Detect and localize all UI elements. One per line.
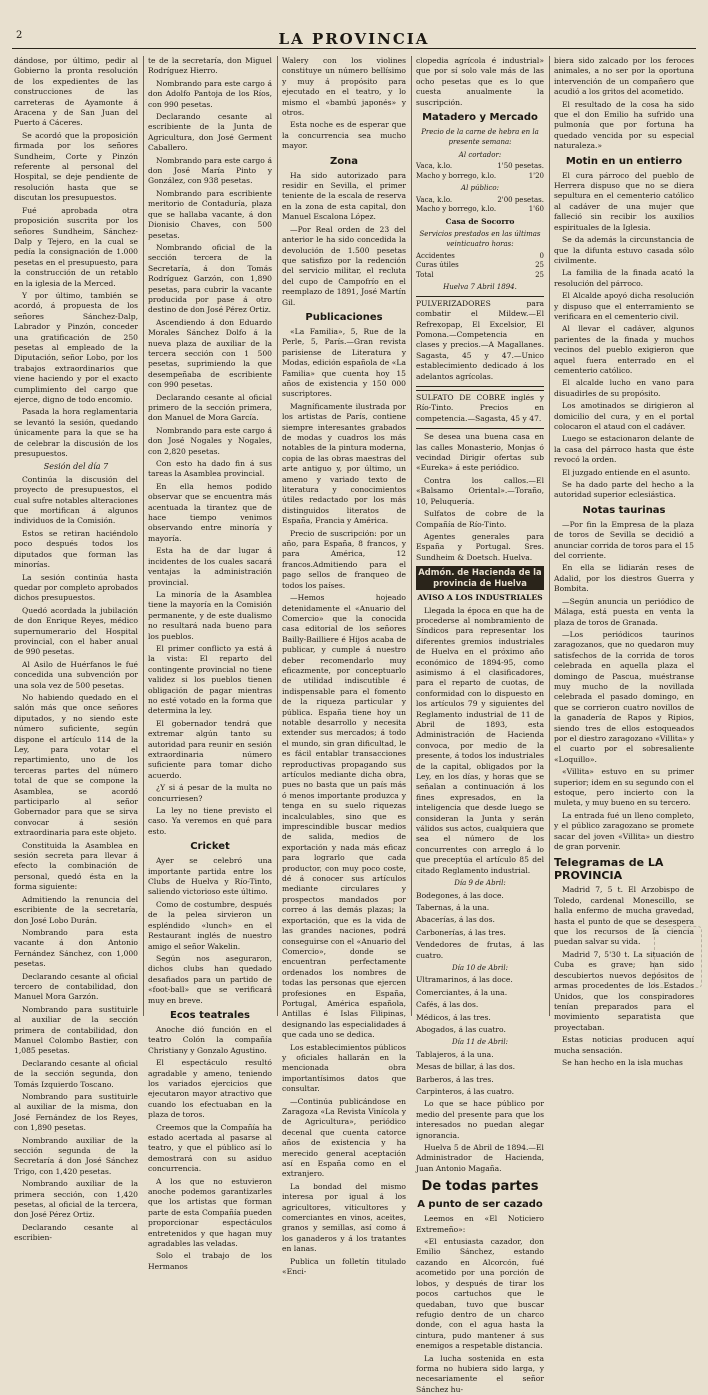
socorro-label: Curas útiles [416, 261, 459, 270]
paragraph: Continúa la discusión del proyecto de presupuestos, el cual sufre notables alteraciones que mortifican á algunos individuos de la Comisión. [14, 474, 138, 526]
paragraph: A los que no estuvieron anoche podemos garantizarles que los artistas que forman parte de esta Compañía pueden proporcionar espectáculos entretenidos y que hagan muy agradables las veladas. [148, 1176, 272, 1249]
section-title-notas-taurinas: Notas taurinas [582, 504, 666, 516]
section-title-zona: Zona [330, 155, 358, 167]
paragraph: Madrid 7, 5'30 t. La situación de Cuba es grave; han sido descubiertos nuevos depósitos de armas procedentes de los Estados Unidos, que los conspiradores tenían preparados para el movimiento separatista que proyectaban. [554, 949, 694, 1032]
paragraph: Al Asilo de Huérfanos le fué concedida una subvención por una sola vez de 500 pesetas. [14, 659, 138, 690]
paragraph: La bondad del mismo interesa por igual á los agricultores, viticultores y comerciantes en vinos, aceites, granos y semillas, así como á los ganaderos y á los tratantes en lanas. [282, 1181, 406, 1254]
paragraph: te de la secretaría, don Miguel Rodríguez Hierro. [148, 56, 272, 76]
schedule-line: Abogados, á las cuatro. [416, 1024, 506, 1034]
paragraph: Esta noche es de esperar que la concurrencia sea mucho mayor. [282, 120, 406, 151]
day-heading: Día 11 de Abril: [452, 1038, 508, 1047]
paragraph: Walery con los violines constituye un número bellísimo y muy á propósito para ejecutado en el teatro, y lo mismo el «bambú japonés» y otros. [282, 56, 406, 118]
section-title: Sesión del día 7 [43, 462, 109, 472]
price-table-cortador [416, 162, 544, 181]
paragraph: Nombrando para este cargo á don José María Pinto y González, con 938 pesetas. [148, 155, 272, 186]
paragraph: Magníficamente ilustrada por los artistas de París, contiene siempre interesantes grabados de modas y cuadros los más notables de la pintura moderna, copia de las obras maestras del arte antiguo y, por último, un ameno y variado texto de literatura y conocimientos útiles redactado por los más distinguidos literatos de España, Francia y América. [282, 401, 406, 526]
paragraph: La sesión continúa hasta quedar por completo aprobados dichos presupuestos. [14, 572, 138, 603]
paragraph: «El entusiasta cazador, don Emilio Sánchez, estando cazando en Alcorcón, fué acometido por una porción de lobos, y después de tirar los pocos cartuchos que le quedaban, tuvo que buscar refugio dentro de un charco donde, con el agua hasta la cintura, pudo mantener á sus enemigos a respetable distancia. [416, 1237, 544, 1351]
dateline: Huelva 7 Abril 1894. [443, 283, 517, 292]
schedule-line: Abacerías, á las dos. [416, 915, 495, 925]
section-title-de-todas-partes: De todas partes [421, 1179, 539, 1195]
paragraph: La entrada fué un lleno completo, y el público zaragozano se promete sacar del joven «Villita» un diestro de gran porvenir. [554, 810, 694, 852]
paragraph: Se han hecho en la isla muchas [562, 1057, 683, 1067]
column-3 [282, 56, 406, 1277]
paragraph: Huelva 5 de Abril de 1894.—El Administrador de Hacienda, Juan Antonio Magaña. [416, 1143, 544, 1173]
paragraph: Llegada la época en que ha de procederse al nombramiento de Síndicos para representar los diferentes gremios industriales de Huelva en el próximo año económico de 1894-95, como asimismo á el clasificadores, para el reparto de cuotas, de conformidad con lo dispuesto en los artículos 79 y siguientes del Reglamento industrial de 11 de Abril de 1893, esta Administración de Hacienda convoca, por medio de la presente, á todos los industriales de la capital, obligados por la Ley, en los días, y horas que se señalan a continuación á los fines expresados, en la inteligencia que desde luego se consideran la Junta y serán válidos sus actos, cualquiera que sea el número de los concurrentes con arreglo á lo que preceptúa el artículo 85 del citado Reglamento industrial. [416, 605, 544, 875]
paragraph: Declarando cesante al oficial de la sección segunda, don Tomás Izquierdo Toscano. [14, 1058, 138, 1089]
column-2 [148, 56, 272, 1271]
paragraph: La familia de la finada acató la resolución del párroco. [554, 268, 694, 288]
price-value: 1'50 pesetas. [497, 162, 544, 171]
column-divider [411, 56, 412, 1016]
paragraph: Los establecimientos públicos y oficiales hallarán en la mencionada obra importantísimos datos que consultar. [282, 1042, 406, 1094]
price-table-publico [416, 196, 544, 215]
paragraph: «La Familia», 5, Rue de la Perle, 5, París.—Gran revista parisiense de Literatura y Modas, edición española de «La Familia» que cuenta hoy 15 años de existencia y 150 000 suscriptores. [282, 326, 406, 399]
price-label: Vaca, k.lo. [416, 162, 453, 171]
column-divider [277, 56, 278, 1016]
paragraph: La minoría de la Asamblea tiene la mayoría en la Comisión permanente, y de este dualismo no resultará nada bueno para los pueblos. [148, 589, 272, 641]
paragraph: Se da además la circunstancia de que la difunta estuvo casada sólo civilmente. [554, 235, 694, 265]
paragraph: Publica un folletín titulado «Enci- [282, 1256, 406, 1277]
table-row [416, 205, 544, 215]
column-divider [549, 56, 550, 1016]
table-row [416, 261, 544, 271]
schedule-line: Carpinteros, á las cuatro. [416, 1087, 515, 1096]
paragraph: La lucha sostenida en esta forma no hubiera sido larga, y necesariamente el señor Sánchez hu- [416, 1353, 544, 1394]
socorro-label: Accidentes [416, 251, 455, 260]
paragraph: Ascendiendo á don Eduardo Morales Sánchez Dolfo á la nueva plaza de auxiliar de la tercera sección con 1 500 pesetas, suprimiendo la que desempeñaba de escribiente con 990 pesetas. [148, 317, 272, 390]
paragraph: —Según anuncia un periódico de Málaga, está puesta en venta la plaza de toros de Granada. [554, 596, 694, 627]
paragraph: —Por fin la Empresa de la plaza de toros de Sevilla se decidió a anunciar corrida de toros para el 15 del corriente. [554, 519, 694, 561]
paragraph: Creemos que la Compañía ha estado acertada al pasarse al teatro, y que el público así lo demostrará con su asiduo concurrencia. [148, 1122, 272, 1174]
paragraph: —Hemos hojeado detenidamente el «Anuario del Comercio» que la conocida casa editorial de los señores Bailly-Bailliere é Hijos acaba de publicar, y cumple á nuestro deber recomendarlo muy eficazmente, por conceptuarlo de utilidad indiscutible é indispensable para el fomento de la riqueza particular y pública. España tiene hoy un notable desarrollo y necesita extender sus mercados; á todo el mundo, sin gran dificultad, le es fácil entablar transacciones reproductivas propagando sus artículos mediante dicha obra, pues no basta que un país más ó menos importante produzca y tenga en su suelo riquezas incalculables, sino que es imprescindible buscar medios de salida, medios de exportación y nada más eficaz para lograrlo que cada productor, con muy poco coste, dé á conocer sus artículos mediante circulares y prospectos mandados por correo á las demás plazas; la exportación, que es la vida de las grandes naciones, podrá conseguirse con el «Anuario del Comercio», donde se encuentran perfectamente ordenados los nombres de todas las personas que ejercen profesiones en España, Portugal, América española, Antillas é Islas Filipinas, designando las especialidades á que cada uno se dedica. [282, 593, 406, 1040]
section-title-motin: Motin en un entierro [565, 155, 683, 167]
paragraph: Admitiendo la renuncia del escribiente de la secretaría, don José Lobo Durán. [14, 894, 138, 925]
paragraph: Declarando cesante al escribiente de la Junta de Agricultura, don José Germent Caballero. [148, 112, 272, 153]
paragraph: Nombrando auxiliar de la sección segunda de la Secretaría á don José Sánchez Trigo, con 1,420 pesetas. [14, 1135, 138, 1176]
day-heading: Día 10 de Abril: [452, 963, 508, 972]
price-label: Macho y borrego, k.lo. [416, 205, 497, 214]
socorro-label: Total [416, 270, 434, 279]
paragraph: El espectáculo resultó agradable y ameno, teniendo los variados ejercicios que ejecutaron mayor atractivo que cuando los efectuaban en la plaza de toros. [148, 1058, 272, 1120]
paragraph: ¿Y si á pesar de la multa no concurriesen? [148, 783, 272, 803]
paragraph: Y por último, también se acordó, á propuesta de los señores Sánchez-Dalp, Labrador y Pinzón, conceder una gratificación de 250 pesetas al empleado de la Diputación, señor Lobo, por los trabajos extraordinarios que viene haciendo y por el exacto cumplimiento del cargo que ejerce, digno de todo encomio. [14, 290, 138, 404]
column-4 [416, 56, 544, 1394]
paragraph: Se acordó que la proposición firmada por los señores Sundheim, Corte y Pinzón referente al personal del Hospital, se deje pendiente de resolución hasta que se discutan los presupuestos. [14, 130, 138, 203]
paragraph: Nombrando auxiliar de la primera sección, con 1,420 pesetas, al oficial de la tercera, don José Pérez Ortiz. [14, 1179, 138, 1220]
column-divider [143, 56, 144, 1016]
paragraph: Solo el trabajo de los Hermanos [148, 1251, 272, 1271]
paragraph: —Los periódicos taurinos zaragozanos, que no quedaron muy satisfechos de la corrida de toros celebrada en aquella plaza el domingo de Pascua, muéstranse muy mucho de la novillada celebrada el pasado domingo, en que se corrieron cuatro novillos de la ganadería de Rapos y Ripios, siendo tres de ellos estoqueados por el diestro zaragozano «Villita» y el cuarto por el sobresaliente «Loquillo». [554, 629, 694, 764]
paragraph: Constituida la Asamblea en sesión secreta para llevar á efecto la combinación de personal, quedó ésta en la forma siguiente: [14, 840, 138, 892]
paragraph: —Continúa publicándose en Zaragoza «La Revista Vinícola y de Agricultura», periódico decenal que cuenta catorce años de existencia y ha merecido general aceptación así en España como en el extranjero. [282, 1096, 406, 1179]
paragraph: El resultado de la cosa ha sido que el don Emilio ha sufrido una pulmonía que por fortuna ha quedado vencida por su especial naturaleza.» [554, 99, 694, 151]
library-stamp [654, 926, 702, 988]
aviso-title: AVISO A LOS INDUSTRIALES [417, 593, 543, 603]
paragraph: El juzgado entiende en el asunto. [562, 467, 691, 477]
page-header [0, 0, 708, 46]
paragraph: Nombrando para escribiente meritorio de Contaduría, plaza que se hallaba vacante, á don Dionisio Chaves, con 500 pesetas. [148, 188, 272, 240]
paragraph: Fué aprobada otra proposición suscrita por los señores Sundheim, Sánchez-Dalp y Tejero, en la cual se pedía la consignación de 1.000 pesetas en el presupuesto, para la construcción de un retablo en la iglesia de la Merced. [14, 205, 138, 288]
socorro-table [416, 252, 544, 281]
paragraph: Declarando cesante al oficial primero de la sección primera, don Manuel de Mora García. [148, 392, 272, 423]
table-row [416, 271, 544, 281]
paragraph: «Villita» estuvo en su primer superior; idem en su segundo con el estoque, pero incierto con la muleta, y muy bueno en su tercero. [554, 767, 694, 808]
price-subtitle: Precio de la carne de hebra en la presente semana: [421, 128, 539, 147]
advertisement [416, 390, 544, 429]
paragraph: Esta ha de dar lugar á incidentes de los cuales sacará ventajas la administración provincial. [148, 546, 272, 587]
schedule-line: Vendedores de frutas, á las cuatro. [416, 940, 544, 960]
column-5 [554, 56, 694, 1067]
paragraph: clopedia agrícola é industrial» que por sí solo vale más de las ocho pesetas que es lo que cuesta anualmente la suscripción. [416, 56, 544, 107]
section-title-publicaciones: Publicaciones [305, 311, 383, 323]
schedule-line: Barberos, á las tres. [416, 1074, 494, 1084]
paragraph: Declarando cesante al oficial tercero de contabilidad, don Manuel Mora Garzón. [14, 971, 138, 1002]
paragraph: Luego se estacionaron delante de la casa del párroco hasta que éste revocó la orden. [554, 434, 694, 465]
ad-text: PULVERIZADORES para combatir el Mildew.—El Refrexopap, El Excelsior, El Pomona.—Competencia en clases y precios.—A Magallanes. Sagasta, 45 y 47.—Unico establecimiento dedicado á los adelantos agrícolas. [416, 298, 544, 381]
schedule-line: Bodegones, á las doce. [416, 890, 504, 900]
paragraph: Como de costumbre, después de la pelea sirvieron un espléndido «lunch» en el Restaurant inglés de nuestro amigo el señor Wakelin. [148, 899, 272, 951]
socorro-subtitle: Servicios prestados en las últimas veinticuatro horas: [419, 230, 541, 249]
price-group-label: Al público: [461, 184, 499, 193]
schedule-line: Tablajeros, á la una. [416, 1049, 494, 1059]
paragraph: Agentes generales para España y Portugal. Sres. Sundheim & Doetsch. Huelva. [416, 531, 544, 562]
schedule-line: Comerciantes, á la una. [416, 987, 508, 997]
paragraph: No habiendo quedado en el salón más que once señores diputados, y no siendo este número suficiente, según dispone el artículo 114 de la Ley, para votar el repartimiento, uno de los terceras partes del número total de que se compone la Asamblea, se acordó participarlo al señor Gobernador para que se sirva convocar á sesión extraordinaria para este objeto. [14, 692, 138, 838]
page-number: 2 [16, 30, 23, 41]
paragraph: Precio de suscripción: por un año, para España, 8 francos, y para América, 12 francos.Admitiendo para el pago sellos de franqueo de todos los países. [282, 528, 406, 590]
paragraph: Contra los callos.—El «Balsamo Oriental».—Toraño, 10, Peluquería. [416, 475, 544, 506]
socorro-value: 0 [539, 251, 544, 260]
article-title: A punto de ser cazado [417, 1199, 543, 1211]
table-row [416, 162, 544, 172]
schedule-line: Médicos, á las tres. [416, 1012, 491, 1022]
paragraph: Lo que se hace público por medio del presente para que los interesados no puedan alegar ignorancia. [416, 1099, 544, 1140]
schedule-line: Carbonerías, á las tres. [416, 927, 506, 937]
paragraph: El primer conflicto ya está á la vista: El reparto del contingente provincial no tiene validez si los pueblos tienen obligación de pagar mientras no esté votado en la forma que determina la ley. [148, 643, 272, 716]
paragraph: Nombrando para sustituirle al auxiliar de la misma, don José Fernández de los Reyes, con 1,890 pesetas. [14, 1092, 138, 1133]
paragraph: En ella hemos podido observar que se encuentra más acentuada la tirantez que de hace tiempo venimos observando entre minoría y mayoría. [148, 481, 272, 543]
newspaper-title: LA PROVINCIA [278, 30, 430, 48]
paragraph: Declarando cesante al escribien- [14, 1222, 138, 1243]
section-title-telegramas: Telegramas de LA PROVINCIA [554, 856, 664, 883]
schedule-line: Cafés, á las dos. [416, 1000, 479, 1010]
paragraph: Estos se retiran haciéndolo poco después todos los diputados que forman las minorías. [14, 528, 138, 570]
price-label: Macho y borrego, k.lo. [416, 171, 497, 180]
paragraph: Nombrando para este cargo á don Adolfo Pantoja de los Ríos, con 990 pesetas. [148, 78, 272, 109]
paragraph: Ha sido autorizado para residir en Sevilla, el primer teniente de la escala de reserva en la zona de esta capital, don Manuel Escalona López. [282, 170, 406, 222]
paragraph: Los amotinados se dirigieron al domicilio del cura, y en el portal colocaron el ataud con el cadáver. [554, 401, 694, 431]
advertisement [416, 296, 544, 387]
section-title-cricket: Cricket [190, 841, 230, 853]
socorro-value: 25 [535, 261, 544, 270]
table-row [416, 172, 544, 182]
section-title-casa-socorro: Casa de Socorro [445, 216, 515, 226]
price-value: 1'20 [528, 171, 544, 180]
price-label: Vaca, k.lo. [416, 195, 453, 204]
price-group-label: Al cortador: [458, 150, 502, 159]
price-value: 2'00 pesetas. [497, 195, 544, 204]
paragraph: Ayer se celebró una importante partida entre los Clubs de Huelva y Río-Tinto, saliendo victorioso este último. [148, 856, 272, 897]
paragraph: Anoche dió función en el teatro Colón la compañía Christiany y Gonzalo Agustino. [148, 1024, 272, 1055]
paragraph: Se desea una buena casa en las calles Monasterio, Monjas ó vecindad Dirigir ofertas sub «Eureka» á este periódico. [416, 432, 544, 473]
table-row [416, 196, 544, 206]
schedule-line: Mesas de billar, á las dos. [416, 1062, 516, 1072]
paragraph: Nombrando para sustituirle al auxiliar de la sección primera de contabilidad, don Manuel Colombo Bastier, con 1,085 pesetas. [14, 1004, 138, 1056]
paragraph: Madrid 7, 5 t. El Arzobispo de Toledo, cardenal Monescillo, se halla enfermo de mucha gravedad, hasta el punto de que se desespera que los recursos de la ciencia puedan salvar su vida. [554, 885, 694, 947]
paragraph: La ley no tiene previsto el caso. Ya veremos en qué para esto. [148, 806, 272, 836]
schedule-line: Tabernas, á la una. [416, 902, 490, 912]
paragraph: En ella se lidiarán reses de Adalid, por los diestros Guerra y Bombita. [554, 563, 694, 594]
day-heading: Día 9 de Abril: [454, 879, 506, 888]
section-title-matadero: Matadero y Mercado [422, 112, 538, 124]
paragraph: Nombrando para este cargo á don José Nogales y Nogales, con 2,820 pesetas. [148, 425, 272, 456]
paragraph: Quedó acordada la jubilación de don Enrique Reyes, médico supernumerario del Hospital provincial, con el haber anual de 990 pesetas. [14, 605, 138, 657]
paragraph: El Alcalde apoyó dicha resolución y dispuso que el enterramiento se verificara en el cementerio civil. [554, 291, 694, 321]
paragraph: —Por Real orden de 23 del anterior le ha sido concedida la devolución de 1.500 pesetas que satisfizo por la redención del servicio militar, el recluta del cupo de Campofrío en el reemplazo de 1891, José Martín Gil. [282, 224, 406, 307]
paragraph: Nombrando oficial de la sección tercera de la Secretaría, á don Tomás Rodríguez Garzón, con 1,890 pesetas, para cubrir la vacante producida por pase á otro destino de don José Pérez Ortiz. [148, 242, 272, 315]
paragraph: Sulfatos de cobre de la Compañía de Río-Tinto. [416, 509, 544, 529]
paragraph: El alcalde lucho en vano para disuadirles de su propósito. [554, 378, 694, 398]
paragraph: biera sido zalcado por los feroces animales, a no ser por la oportuna intervención de un compañero que acudió a los gritos del acometido. [554, 56, 694, 97]
paragraph: Estas noticias producen aquí mucha sensación. [554, 1035, 694, 1055]
paragraph: Se ha dado parte del hecho a la autoridad superior eclesiástica. [554, 480, 694, 500]
paragraph: Con esto ha dado fin á sus tareas la Asamblea provincial. [148, 459, 272, 479]
section-title-ecos-teatrales: Ecos teatrales [170, 1009, 250, 1021]
admin-hacienda-title: Admón. de Hacienda de la provincia de Huelva [416, 566, 544, 590]
paragraph: Leemos en «El Noticiero Extremeño»: [416, 1214, 544, 1234]
paragraph: Pasada la hora reglamentaria se levantó la sesión, quedando únicamente para la que se ha de celebrar la discusión de los presupuestos. [14, 407, 138, 459]
paragraph: El gobernador tendrá que extremar algún tanto su autoridad para reunir en sesión extraordinaria número suficiente para tomar dicho acuerdo. [148, 718, 272, 780]
paragraph: Según nos aseguraron, dichos clubs han quedado desafiados para un partido de «foot-ball» que se verificará muy en breve. [148, 953, 272, 1005]
header-rule [12, 48, 696, 49]
paragraph: dándose, por último, pedir al Gobierno la pronta resolución de los expedientes de las construcciones de las carreteras de Ayamonte á Aracena y de San Juan del Puerto á Cáceres. [14, 56, 138, 128]
socorro-value: 25 [535, 270, 544, 279]
paragraph: Al llevar el cadáver, algunos parientes de la finada y muchos vecinos del pueblo exigieron que aquel fuera enterrado en el cementerio católico. [554, 324, 694, 375]
price-value: 1'60 [528, 205, 544, 214]
column-1 [14, 56, 138, 1243]
paragraph: Nombrando para esta vacante á don Antonio Fernández Sánchez, con 1,000 pesetas. [14, 927, 138, 969]
paragraph: El cura párroco del pueblo de Herrera dispuso que no se diera sepultura en el cementerio católico al cadáver de una mujer que falleció sin recibir los auxilios espirituales de la Iglesia. [554, 170, 694, 232]
schedule-line: Ultramarinos, á las doce. [416, 975, 513, 985]
table-row [416, 252, 544, 262]
ad-text: SULFATO DE COBRE inglés y Río-Tinto. Precios en competencia.—Sagasta, 45 y 47. [416, 393, 544, 423]
